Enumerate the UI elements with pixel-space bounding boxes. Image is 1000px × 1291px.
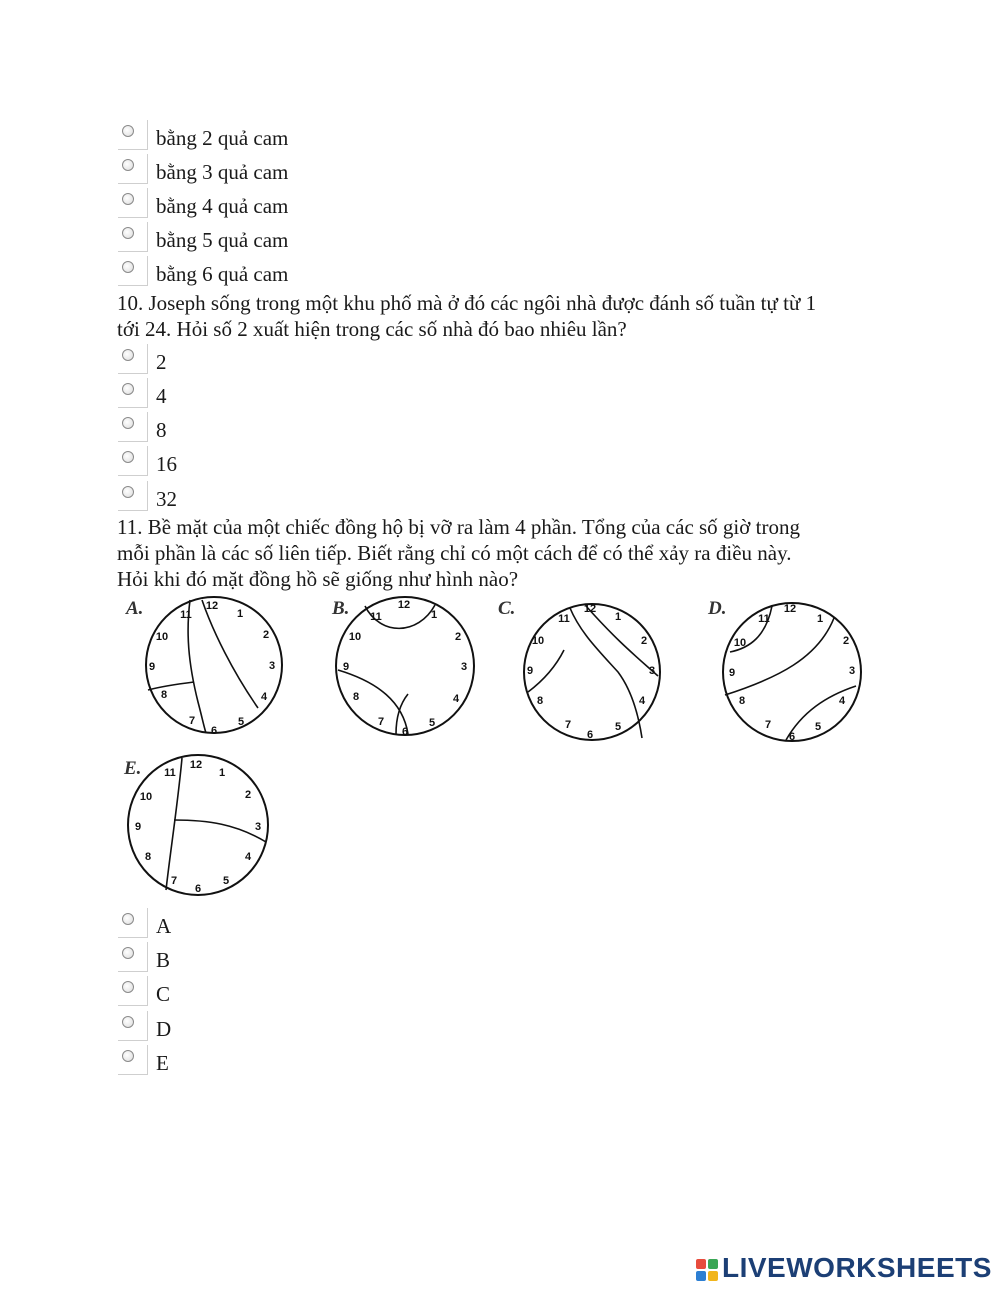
clock-number: 11 — [558, 613, 570, 625]
clock-face-b — [336, 597, 474, 735]
q10-option-5[interactable] — [118, 481, 718, 513]
crack-line — [586, 606, 658, 676]
clock-number: 10 — [348, 631, 362, 643]
clock-number: 5 — [428, 717, 436, 729]
option-label: C — [156, 982, 171, 1006]
clock-number: 11 — [370, 611, 382, 623]
clock-number: 1 — [614, 611, 622, 623]
crack-line — [202, 600, 258, 708]
clock-number: 6 — [210, 725, 218, 737]
radio-button[interactable] — [118, 154, 148, 184]
q10-text — [117, 290, 907, 342]
clock-number: 5 — [222, 875, 230, 887]
q9-option-2[interactable] — [118, 154, 718, 186]
radio-button[interactable] — [118, 412, 148, 442]
clock-number: 7 — [564, 719, 572, 731]
q9-option-5[interactable] — [118, 256, 718, 288]
clock-number: 10 — [139, 791, 153, 803]
clock-number: 9 — [148, 661, 156, 673]
q11-line-1: 11. Bề mặt của một chiếc đồng hộ bị vỡ ra làm 4 phần. Tổng của các số giờ trong — [117, 515, 800, 539]
option-label: bằng 5 quả cam — [156, 228, 289, 252]
crack-line — [725, 618, 834, 695]
figure-label-d: D. — [708, 598, 727, 619]
clock-number: 7 — [764, 719, 772, 731]
figure-label-c: C. — [498, 598, 516, 619]
clock-number: 2 — [640, 635, 648, 647]
clock-face-d — [723, 603, 861, 741]
clock-number: 5 — [614, 721, 622, 733]
clock-number: 12 — [783, 603, 797, 615]
radio-button[interactable] — [118, 1045, 148, 1075]
clock-number: 9 — [728, 667, 736, 679]
liveworksheets-brand — [696, 1252, 996, 1286]
clock-face-e — [128, 755, 268, 895]
clock-number: 4 — [244, 851, 252, 863]
q11-line-2: mỗi phần là các số liên tiếp. Biết rằng chỉ có một cách để có thể xảy ra điều này. — [117, 541, 792, 565]
crack-line — [148, 682, 194, 690]
clock-number: 3 — [648, 665, 656, 677]
option-label: 2 — [156, 350, 167, 374]
option-label: E — [156, 1051, 169, 1075]
clock-number: 12 — [189, 759, 203, 771]
clock-number: 6 — [788, 731, 796, 743]
clock-number: 3 — [848, 665, 856, 677]
clock-number: 8 — [144, 851, 152, 863]
radio-button[interactable] — [118, 1011, 148, 1041]
clock-number: 7 — [170, 875, 178, 887]
radio-button[interactable] — [118, 256, 148, 286]
q11-option-b[interactable] — [118, 942, 718, 974]
clock-number: 1 — [218, 767, 226, 779]
clock-figures — [118, 592, 888, 907]
figure-label-a: A. — [126, 598, 144, 619]
q10-option-3[interactable] — [118, 412, 718, 444]
crack-line — [528, 650, 564, 692]
q11-option-c[interactable] — [118, 976, 718, 1008]
option-label: bằng 4 quả cam — [156, 194, 289, 218]
liveworksheets-logo-icon — [696, 1259, 718, 1281]
clock-number: 4 — [638, 695, 646, 707]
q11-option-e[interactable] — [118, 1045, 718, 1077]
clock-number: 2 — [244, 789, 252, 801]
clock-number: 4 — [452, 693, 460, 705]
clock-number: 4 — [838, 695, 846, 707]
clock-face-a — [146, 597, 282, 733]
clock-number: 12 — [583, 603, 597, 615]
clock-number: 9 — [342, 661, 350, 673]
option-label: 32 — [156, 487, 177, 511]
q9-option-3[interactable] — [118, 188, 718, 220]
clock-number: 1 — [430, 609, 438, 621]
q11-text — [117, 514, 907, 592]
clock-number: 5 — [814, 721, 822, 733]
clock-number: 8 — [536, 695, 544, 707]
clock-number: 8 — [352, 691, 360, 703]
q11-option-a[interactable] — [118, 908, 718, 940]
clock-number: 11 — [758, 613, 770, 625]
clock-number: 7 — [188, 715, 196, 727]
radio-button[interactable] — [118, 188, 148, 218]
brand-text: LIVEWORKSHEETS — [722, 1252, 992, 1283]
clock-number: 7 — [377, 716, 385, 728]
clock-number: 12 — [205, 600, 219, 612]
radio-button[interactable] — [118, 378, 148, 408]
option-label: B — [156, 948, 171, 972]
radio-button[interactable] — [118, 344, 148, 374]
clock-number: 6 — [401, 726, 409, 738]
clock-number: 2 — [262, 629, 270, 641]
q10-option-4[interactable] — [118, 446, 718, 478]
clock-number: 2 — [842, 635, 850, 647]
crack-line — [338, 670, 408, 734]
q9-option-1[interactable] — [118, 120, 718, 152]
clock-number: 4 — [260, 691, 268, 703]
option-label: bằng 2 quả cam — [156, 126, 289, 150]
q10-option-2[interactable] — [118, 378, 718, 410]
option-label: bằng 6 quả cam — [156, 262, 289, 286]
clock-number: 10 — [531, 635, 545, 647]
clock-number: 1 — [236, 608, 244, 620]
clock-face-c — [524, 604, 660, 740]
clock-figures-svg — [118, 592, 888, 902]
figure-label-e: E. — [124, 758, 142, 779]
crack-line — [174, 820, 266, 842]
option-label: 4 — [156, 384, 167, 408]
radio-button[interactable] — [118, 120, 148, 150]
clock-number: 9 — [526, 665, 534, 677]
clock-number: 11 — [180, 609, 192, 621]
radio-button[interactable] — [118, 942, 148, 972]
clock-number: 11 — [164, 767, 176, 779]
q10-line-1: 10. Joseph sống trong một khu phố mà ở đó các ngôi nhà được đánh số tuần tự từ 1 — [117, 291, 817, 315]
radio-button[interactable] — [118, 908, 148, 938]
option-label: A — [156, 914, 172, 938]
clock-number: 10 — [733, 637, 747, 649]
radio-button[interactable] — [118, 446, 148, 476]
clock-number: 3 — [254, 821, 262, 833]
radio-button[interactable] — [118, 976, 148, 1006]
q10-option-1[interactable] — [118, 344, 718, 376]
q11-option-d[interactable] — [118, 1011, 718, 1043]
clock-number: 6 — [194, 883, 202, 895]
option-label: D — [156, 1017, 172, 1041]
option-label: 8 — [156, 418, 167, 442]
clock-number: 9 — [134, 821, 142, 833]
clock-number: 8 — [738, 695, 746, 707]
radio-button[interactable] — [118, 481, 148, 511]
radio-button[interactable] — [118, 222, 148, 252]
clock-number: 3 — [268, 660, 276, 672]
clock-number: 5 — [237, 716, 245, 728]
clock-number: 10 — [155, 631, 169, 643]
clock-number: 12 — [397, 599, 411, 611]
clock-number: 3 — [460, 661, 468, 673]
clock-number: 2 — [454, 631, 462, 643]
option-label: 16 — [156, 452, 177, 476]
clock-number: 1 — [816, 613, 824, 625]
clock-number: 8 — [160, 689, 168, 701]
q9-option-4[interactable] — [118, 222, 718, 254]
q10-line-2: tới 24. Hỏi số 2 xuất hiện trong các số nhà đó bao nhiêu lần? — [117, 317, 627, 341]
clock-number: 6 — [586, 729, 594, 741]
q11-line-3: Hỏi khi đó mặt đồng hồ sẽ giống như hình nào? — [117, 567, 519, 591]
option-label: bằng 3 quả cam — [156, 160, 289, 184]
figure-label-b: B. — [332, 598, 350, 619]
